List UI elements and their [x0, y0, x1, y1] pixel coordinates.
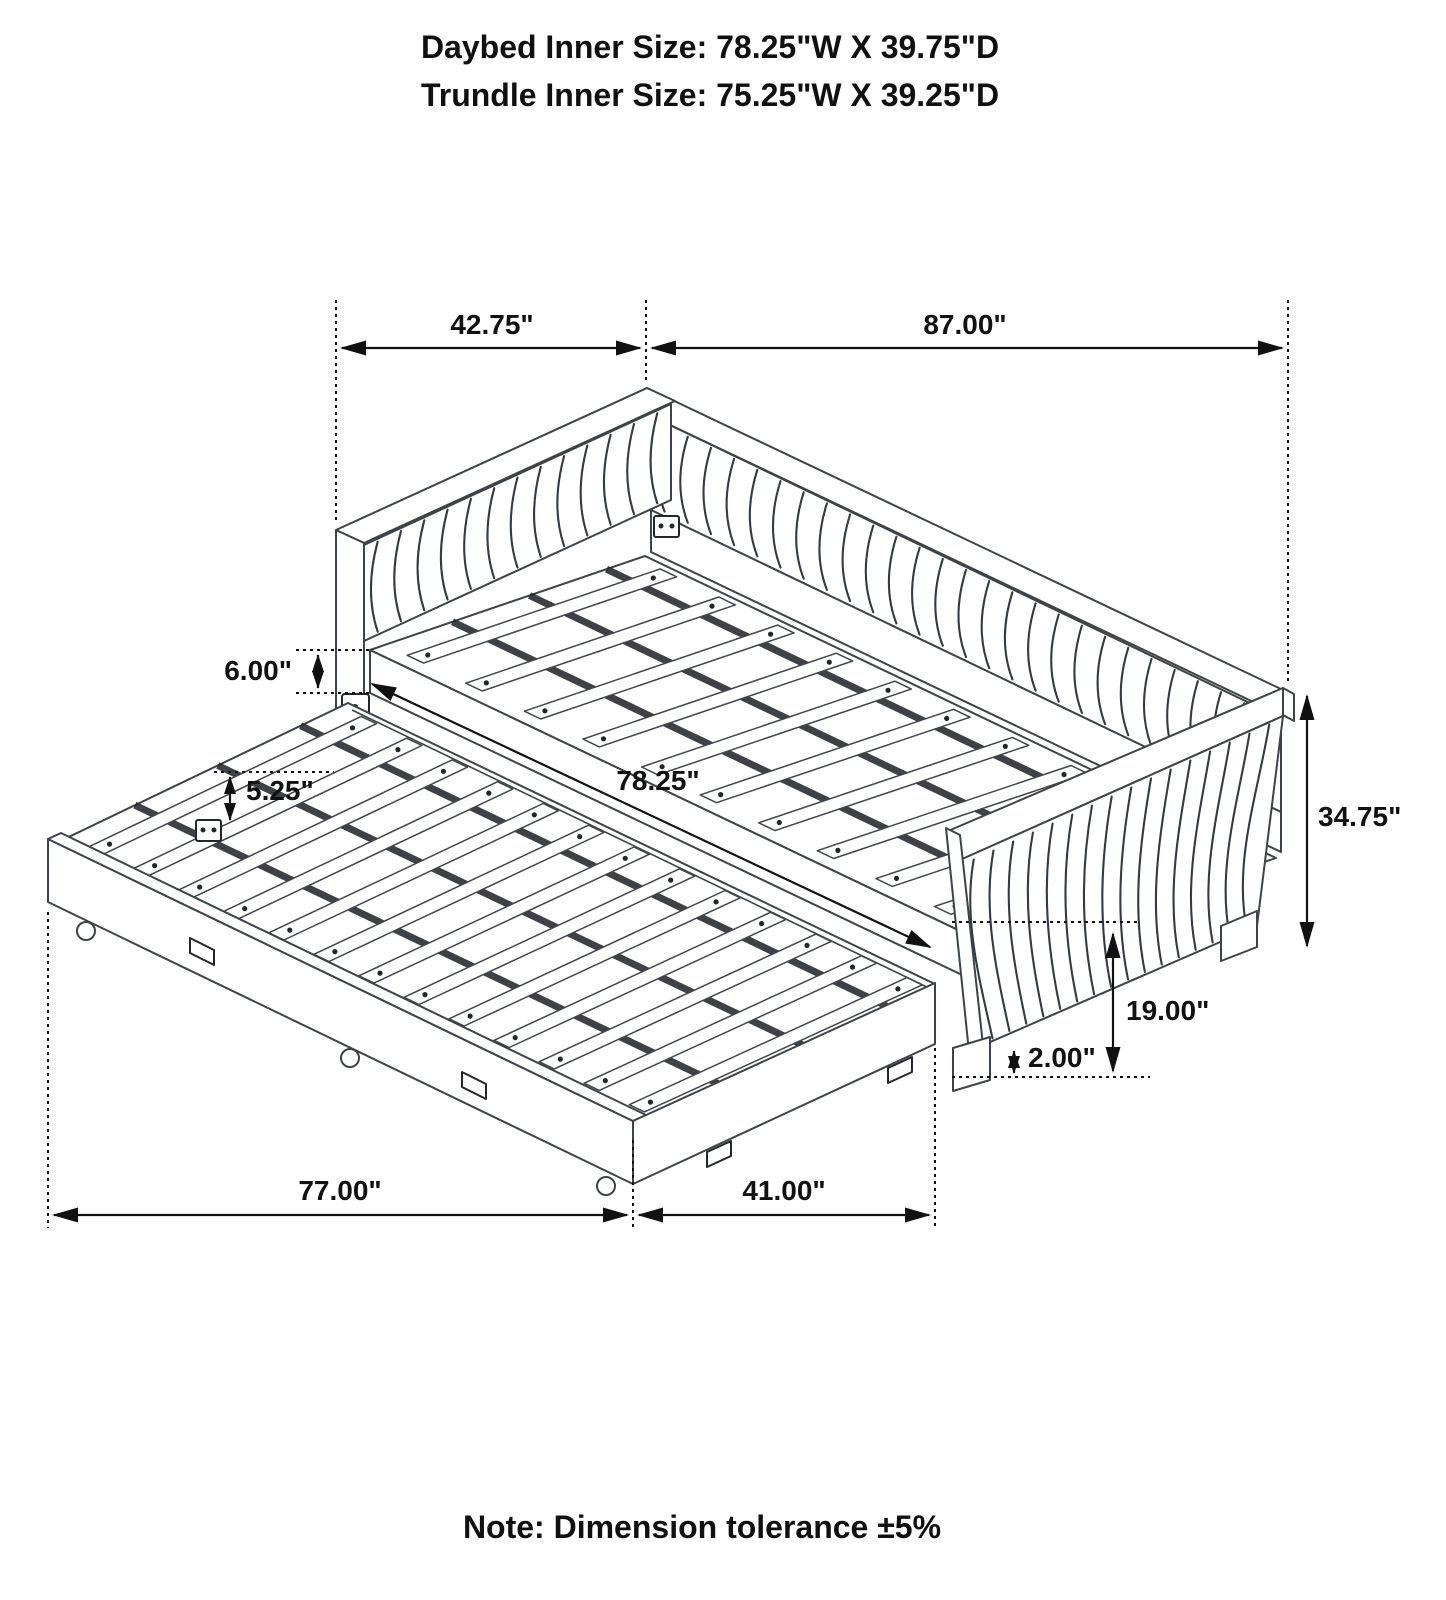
footboard-front-leg: [953, 1037, 990, 1091]
dim-back-length-label: 87.00": [923, 309, 1007, 340]
daybed-inner-size-title: Daybed Inner Size: 78.25"W X 39.75"D: [420, 29, 1000, 65]
caster-wheel: [597, 1177, 615, 1195]
dim-arm-width-label: 42.75": [450, 309, 534, 340]
corner-bracket: [654, 516, 679, 537]
trundle-inner-size-title: Trundle Inner Size: 75.25"W X 39.25"D: [420, 77, 1000, 113]
title-block: [421, 29, 999, 113]
dim-daybed-inner-width-label: 78.25": [616, 765, 700, 796]
dim-leg-height-label: 2.00": [1028, 1042, 1096, 1073]
dimension-leg-height: [1014, 1042, 1096, 1073]
trundle-slat-bracket: [196, 820, 221, 841]
caster-wheel: [341, 1049, 359, 1067]
dimension-arm-width: [342, 309, 640, 348]
dimension-overall-height: [1307, 696, 1401, 946]
caster-wheel: [77, 922, 95, 940]
tolerance-note: Note: Dimension tolerance ±5%: [462, 1509, 942, 1545]
dimension-footboard-width: [639, 1175, 929, 1215]
dimension-back-length: [652, 309, 1282, 348]
dim-trundle-slat-height-label: 5.25": [246, 775, 314, 806]
dim-rail-height-label: 6.00": [224, 655, 292, 686]
dim-overall-height-label: 34.75": [1318, 801, 1402, 832]
dim-footboard-width-label: 41.00": [742, 1175, 826, 1206]
dim-trundle-length-label: 77.00": [298, 1175, 382, 1206]
dim-footboard-height-label: 19.00": [1126, 995, 1210, 1026]
dimension-trundle-length: [54, 1175, 627, 1215]
